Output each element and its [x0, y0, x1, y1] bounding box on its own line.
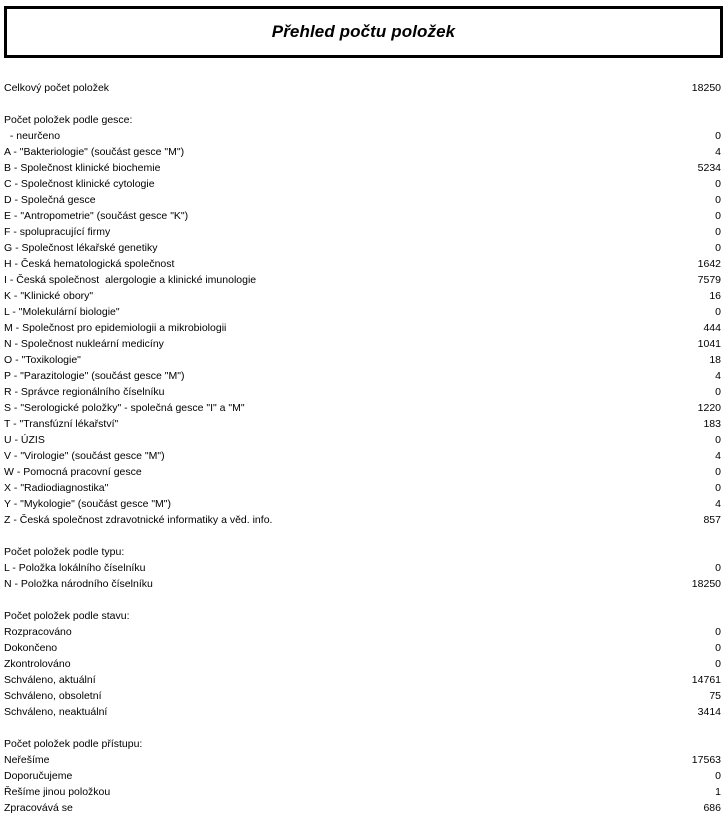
- table-row: [4, 272, 721, 288]
- row-value: 0: [715, 242, 721, 254]
- row-value: 4: [715, 498, 721, 510]
- table-row: [4, 448, 721, 464]
- spacer: [4, 528, 721, 544]
- table-row: [4, 304, 721, 320]
- report-title: Přehled počtu položek: [271, 22, 456, 41]
- row-label: H - Česká hematologická společnost: [4, 258, 175, 270]
- section-pristup: [4, 752, 721, 816]
- table-row: [4, 160, 721, 176]
- table-row: [4, 352, 721, 368]
- row-value: 0: [715, 482, 721, 494]
- row-value: 18: [709, 354, 721, 366]
- row-label: T - "Transfúzní lékařství": [4, 418, 119, 430]
- row-value: 0: [715, 130, 721, 142]
- table-row: [4, 656, 721, 672]
- row-value: 0: [715, 466, 721, 478]
- row-label: S - "Serologické položky" - společná gesce "I" a "M": [4, 402, 245, 414]
- spacer: [4, 720, 721, 736]
- table-row: [4, 800, 721, 816]
- table-row: [4, 144, 721, 160]
- table-row: [4, 704, 721, 720]
- section-gesce: [4, 128, 721, 528]
- row-label: V - "Virologie" (součást gesce "M"): [4, 450, 165, 462]
- row-label: B - Společnost klinické biochemie: [4, 162, 161, 174]
- row-value: 14761: [691, 674, 721, 686]
- row-value: 1220: [697, 402, 721, 414]
- row-label: - neurčeno: [4, 130, 61, 142]
- row-value: 5234: [697, 162, 721, 174]
- row-value: 3414: [697, 706, 721, 718]
- row-value: 0: [715, 642, 721, 654]
- row-value: 0: [715, 194, 721, 206]
- row-value: 183: [703, 418, 721, 430]
- section-heading-stav: Počet položek podle stavu:: [4, 610, 130, 622]
- table-row: [4, 624, 721, 640]
- row-label: O - "Toxikologie": [4, 354, 81, 366]
- table-row: [4, 384, 721, 400]
- row-value: 857: [703, 514, 721, 526]
- row-label: U - ÚZIS: [4, 434, 45, 446]
- row-value: 0: [715, 306, 721, 318]
- row-label: Řešíme jinou položkou: [4, 786, 111, 798]
- row-label: N - Společnost nukleární medicíny: [4, 338, 164, 350]
- row-label: M - Společnost pro epidemiologii a mikrobiologii: [4, 322, 227, 334]
- table-row: [4, 368, 721, 384]
- row-label: Y - "Mykologie" (součást gesce "M"): [4, 498, 172, 510]
- row-value: 0: [715, 386, 721, 398]
- row-label: Schváleno, obsoletní: [4, 690, 102, 702]
- spacer: [4, 96, 721, 112]
- row-value: 0: [715, 210, 721, 222]
- row-value: 16: [709, 290, 721, 302]
- row-value: 444: [703, 322, 721, 334]
- row-label: N - Položka národního číselníku: [4, 578, 153, 590]
- table-row: [4, 128, 721, 144]
- row-label: A - "Bakteriologie" (součást gesce "M"): [4, 146, 185, 158]
- table-row: [4, 416, 721, 432]
- row-value: 0: [715, 434, 721, 446]
- row-value: 1: [715, 786, 721, 798]
- table-row: [4, 336, 721, 352]
- row-label: D - Společná gesce: [4, 194, 96, 206]
- total-row: [4, 80, 721, 96]
- table-row: [4, 480, 721, 496]
- row-label: C - Společnost klinické cytologie: [4, 178, 155, 190]
- table-row: [4, 560, 721, 576]
- table-row: [4, 576, 721, 592]
- section-heading-typ: Počet položek podle typu:: [4, 546, 125, 558]
- table-row: [4, 208, 721, 224]
- row-value: 0: [715, 562, 721, 574]
- table-row: [4, 640, 721, 656]
- section-heading-pristup: Počet položek podle přístupu:: [4, 738, 143, 750]
- table-row: [4, 176, 721, 192]
- row-label: Zpracovává se: [4, 802, 73, 814]
- table-row: [4, 768, 721, 784]
- row-value: 17563: [691, 754, 721, 766]
- row-label: R - Správce regionálního číselníku: [4, 386, 165, 398]
- row-label: Rozpracováno: [4, 626, 72, 638]
- spacer: [4, 592, 721, 608]
- row-value: 4: [715, 370, 721, 382]
- row-value: 18250: [691, 578, 721, 590]
- row-value: 0: [715, 626, 721, 638]
- section-stav: [4, 624, 721, 720]
- row-label: Schváleno, aktuální: [4, 674, 96, 686]
- table-row: [4, 752, 721, 768]
- table-row: [4, 400, 721, 416]
- row-value: 4: [715, 450, 721, 462]
- report-body: [4, 80, 721, 816]
- row-label: I - Česká společnost alergologie a klinické imunologie: [4, 274, 257, 286]
- row-label: E - "Antropometrie" (součást gesce "K"): [4, 210, 189, 222]
- row-label: L - Položka lokálního číselníku: [4, 562, 146, 574]
- row-value: 0: [715, 770, 721, 782]
- row-value: 75: [709, 690, 721, 702]
- section-heading-gesce: Počet položek podle gesce:: [4, 114, 133, 126]
- section-typ: [4, 560, 721, 592]
- row-value: 7579: [697, 274, 721, 286]
- table-row: [4, 688, 721, 704]
- row-label: Dokončeno: [4, 642, 58, 654]
- row-label: Schváleno, neaktuální: [4, 706, 108, 718]
- total-label: Celkový počet položek: [4, 82, 110, 94]
- row-label: K - "Klinické obory": [4, 290, 94, 302]
- table-row: [4, 192, 721, 208]
- row-label: G - Společnost lékařské genetiky: [4, 242, 158, 254]
- row-label: W - Pomocná pracovní gesce: [4, 466, 142, 478]
- row-value: 0: [715, 178, 721, 190]
- table-row: [4, 464, 721, 480]
- table-row: [4, 288, 721, 304]
- row-label: P - "Parazitologie" (součást gesce "M"): [4, 370, 185, 382]
- row-value: 0: [715, 226, 721, 238]
- table-row: [4, 224, 721, 240]
- row-value: 686: [703, 802, 721, 814]
- row-value: 1041: [697, 338, 721, 350]
- table-row: [4, 256, 721, 272]
- row-value: 4: [715, 146, 721, 158]
- row-label: Zkontrolováno: [4, 658, 71, 670]
- table-row: [4, 512, 721, 528]
- table-row: [4, 432, 721, 448]
- row-label: Neřešíme: [4, 754, 50, 766]
- row-label: F - spolupracující firmy: [4, 226, 111, 238]
- row-label: Doporučujeme: [4, 770, 73, 782]
- table-row: [4, 320, 721, 336]
- table-row: [4, 240, 721, 256]
- row-value: 0: [715, 658, 721, 670]
- row-label: Z - Česká společnost zdravotnické informatiky a věd. info.: [4, 514, 273, 526]
- report-title-box: [4, 6, 723, 58]
- table-row: [4, 496, 721, 512]
- total-value: 18250: [691, 82, 721, 94]
- table-row: [4, 784, 721, 800]
- row-label: X - "Radiodiagnostika": [4, 482, 109, 494]
- row-label: L - "Molekulární biologie": [4, 306, 120, 318]
- row-value: 1642: [697, 258, 721, 270]
- table-row: [4, 672, 721, 688]
